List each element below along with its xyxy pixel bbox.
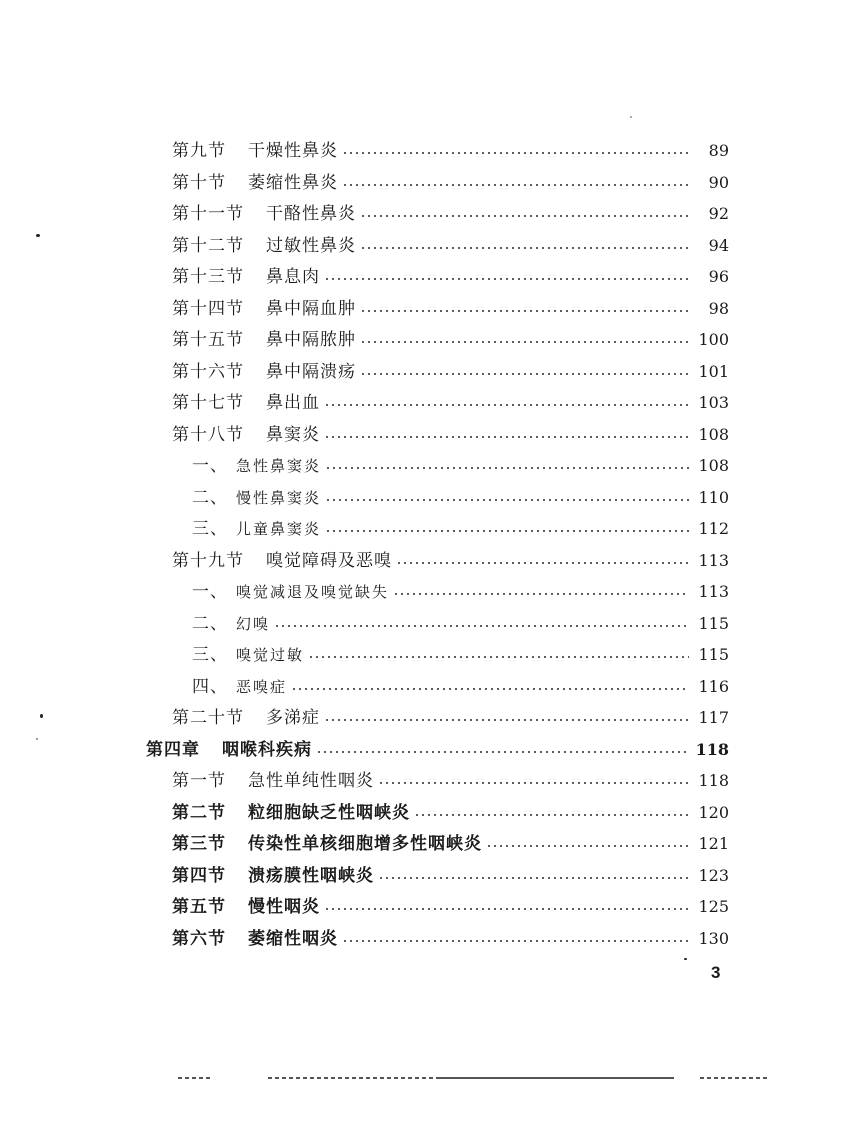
toc-section-number: 第十二节: [172, 236, 244, 256]
toc-page-number: 112: [698, 519, 729, 538]
toc-entry-title: 溃疡膜性咽峡炎: [248, 866, 374, 886]
toc-section-number: 第十八节: [172, 425, 244, 445]
toc-entry-title: 咽喉科疾病: [222, 740, 312, 760]
toc-entry-title: 鼻窦炎: [266, 425, 320, 445]
toc-entry: [172, 703, 729, 733]
toc-dot-leader: [324, 719, 689, 721]
toc-entry: [172, 168, 729, 198]
toc-dot-leader: [342, 152, 689, 154]
toc-page-number: 118: [695, 740, 729, 759]
scan-speck: [36, 738, 38, 740]
scan-edge-line: [700, 1077, 768, 1079]
toc-section-number: 第二十节: [172, 708, 244, 728]
toc-entry-title: 传染性单核细胞增多性咽峡炎: [248, 834, 482, 854]
toc-dot-leader: [324, 278, 689, 280]
toc-entry: [192, 514, 729, 544]
toc-page-number: 123: [698, 866, 729, 885]
toc-dot-leader: [324, 436, 689, 438]
toc-section-number: 第四章: [146, 740, 200, 760]
toc-page-number: 118: [698, 771, 729, 790]
toc-dot-leader: [325, 467, 689, 469]
toc-dot-leader: [325, 499, 689, 501]
toc-entry-title: 嗅觉减退及嗅觉缺失: [236, 583, 390, 601]
toc-section-number: 第五节: [172, 897, 226, 917]
toc-dot-leader: [360, 215, 689, 217]
toc-section-number: 三、: [192, 645, 228, 665]
toc-section-number: 第一节: [172, 771, 226, 791]
toc-page-number: 94: [708, 236, 729, 255]
toc-entry: [172, 231, 729, 261]
toc-page-number: 92: [708, 204, 729, 223]
toc-entry-title: 急性鼻窦炎: [236, 457, 322, 475]
toc-entry: [172, 325, 729, 355]
toc-entry: [172, 892, 729, 922]
toc-entry-title: 鼻息肉: [266, 267, 320, 287]
toc-entry-title: 干酪性鼻炎: [266, 204, 356, 224]
toc-entry: [192, 672, 729, 702]
toc-entry-title: 鼻中隔血肿: [266, 299, 356, 319]
toc-dot-leader: [324, 404, 689, 406]
toc-section-number: 二、: [192, 488, 228, 508]
toc-page-number: 113: [698, 582, 729, 601]
toc-page-number: 125: [698, 897, 729, 916]
toc-entry-title: 嗅觉障碍及恶嗅: [266, 551, 392, 571]
toc-dot-leader: [325, 530, 689, 532]
toc-entry: [172, 861, 729, 891]
toc-page-number: 108: [698, 425, 729, 444]
toc-page-number: 130: [698, 929, 729, 948]
toc-entry: [172, 294, 729, 324]
toc-section-number: 四、: [192, 677, 228, 697]
toc-entry-title: 萎缩性咽炎: [248, 929, 338, 949]
toc-dot-leader: [360, 247, 689, 249]
toc-entry-title: 幻嗅: [236, 615, 271, 633]
toc-entry-title: 嗅觉过敏: [236, 646, 305, 664]
toc-dot-leader: [291, 688, 689, 690]
toc-section-number: 第十三节: [172, 267, 244, 287]
toc-entry: [172, 136, 729, 166]
toc-page-number: 115: [698, 645, 729, 664]
toc-page-number: 103: [698, 393, 729, 412]
toc-entry-title: 鼻中隔溃疡: [266, 362, 356, 382]
toc-entry: [172, 829, 729, 859]
toc-dot-leader: [360, 341, 689, 343]
toc-section-number: 第十九节: [172, 551, 244, 571]
toc-section-number: 二、: [192, 614, 228, 634]
toc-entry: [172, 924, 729, 954]
toc-entry-title: 慢性鼻窦炎: [236, 489, 322, 507]
toc-section-number: 第十一节: [172, 204, 244, 224]
toc-section-number: 一、: [192, 456, 228, 476]
toc-page-number: 115: [698, 614, 729, 633]
toc-section-number: 第二节: [172, 803, 226, 823]
toc-entry: [192, 451, 729, 481]
toc-page-number: 98: [708, 299, 729, 318]
toc-dot-leader: [274, 625, 689, 627]
toc-page-number: 90: [708, 173, 729, 192]
toc-section-number: 第十四节: [172, 299, 244, 319]
toc-page-number: 121: [698, 834, 729, 853]
toc-entry: [172, 199, 729, 229]
toc-entry: [192, 640, 729, 670]
toc-dot-leader: [342, 184, 689, 186]
toc-dot-leader: [360, 373, 689, 375]
toc-entry: [192, 483, 729, 513]
toc-dot-leader: [342, 940, 689, 942]
toc-entry: [192, 609, 729, 639]
toc-page-number: 113: [698, 551, 729, 570]
toc-entry-title: 粒细胞缺乏性咽峡炎: [248, 803, 410, 823]
toc-dot-leader: [316, 751, 689, 753]
toc-entry-title: 鼻中隔脓肿: [266, 330, 356, 350]
scan-speck: [684, 958, 687, 960]
toc-dot-leader: [414, 814, 689, 816]
toc-entry: [172, 766, 729, 796]
scan-speck: [36, 234, 40, 237]
toc-dot-leader: [486, 845, 689, 847]
toc-section-number: 第六节: [172, 929, 226, 949]
toc-entry-title: 慢性咽炎: [248, 897, 320, 917]
toc-section-number: 第四节: [172, 866, 226, 886]
toc-entry: [146, 735, 729, 765]
toc-dot-leader: [378, 782, 689, 784]
scan-edge-line: [268, 1077, 438, 1079]
toc-section-number: 三、: [192, 519, 228, 539]
toc-section-number: 第十节: [172, 173, 226, 193]
toc-page-number: 116: [698, 677, 729, 696]
toc-dot-leader: [396, 562, 689, 564]
toc-entry-title: 急性单纯性咽炎: [248, 771, 374, 791]
page-number: 3: [711, 963, 721, 982]
toc-page-number: 117: [698, 708, 729, 727]
toc-page-number: 96: [708, 267, 729, 286]
scan-edge-line: [178, 1077, 210, 1079]
scan-speck: [40, 714, 43, 718]
toc-dot-leader: [360, 310, 689, 312]
toc-entry-title: 鼻出血: [266, 393, 320, 413]
scan-edge-line: [438, 1077, 674, 1079]
toc-entry-title: 干燥性鼻炎: [248, 141, 338, 161]
toc-entry: [172, 262, 729, 292]
toc-dot-leader: [378, 877, 689, 879]
toc-entry: [172, 357, 729, 387]
toc-entry-title: 多涕症: [266, 708, 320, 728]
scan-speck: [630, 116, 632, 118]
toc-page-number: 101: [698, 362, 729, 381]
toc-page-number: 108: [698, 456, 729, 475]
toc-page-number: 100: [698, 330, 729, 349]
toc-section-number: 第十五节: [172, 330, 244, 350]
toc-entry: [192, 577, 729, 607]
toc-entry-title: 恶嗅症: [236, 678, 288, 696]
toc-section-number: 第九节: [172, 141, 226, 161]
toc-entry: [172, 546, 729, 576]
toc-dot-leader: [324, 908, 689, 910]
toc-section-number: 一、: [192, 582, 228, 602]
toc-page-number: 110: [698, 488, 729, 507]
toc-dot-leader: [393, 593, 689, 595]
toc-entry: [172, 798, 729, 828]
toc-section-number: 第三节: [172, 834, 226, 854]
toc-section-number: 第十七节: [172, 393, 244, 413]
toc-entry-title: 萎缩性鼻炎: [248, 173, 338, 193]
toc-section-number: 第十六节: [172, 362, 244, 382]
toc-entry: [172, 388, 729, 418]
toc-entry-title: 过敏性鼻炎: [266, 236, 356, 256]
toc-page-number: 89: [708, 141, 729, 160]
toc-entry: [172, 420, 729, 450]
toc-entry-title: 儿童鼻窦炎: [236, 520, 322, 538]
toc-dot-leader: [308, 656, 689, 658]
toc-page-number: 120: [698, 803, 729, 822]
